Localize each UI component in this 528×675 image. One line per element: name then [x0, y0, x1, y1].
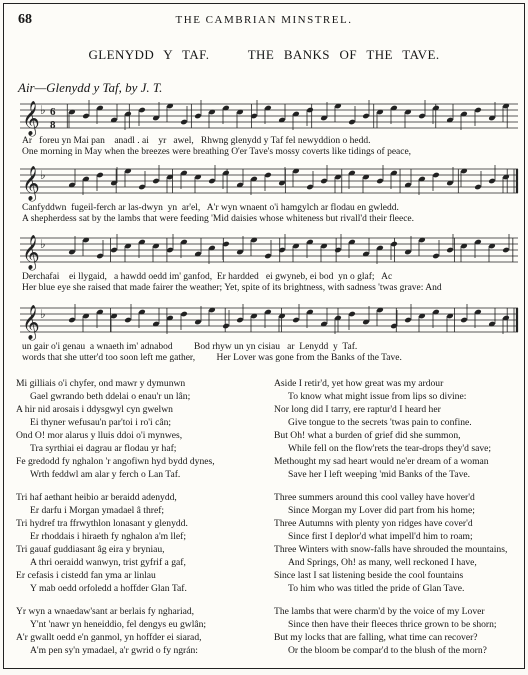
air-attribution: Air—Glenydd y Taf, by J. T.: [18, 80, 163, 95]
verse-line: Tri haf aethant heibio ar beraidd adenydd,: [16, 492, 177, 503]
verse-line: Mi gilliais o'i chyfer, ond mawr y dymunwn: [16, 378, 186, 389]
book-page: [3, 3, 525, 669]
stanza: [16, 377, 264, 481]
verse-line: Since then have their fleeces thrice grown to be shorn;: [288, 619, 497, 630]
welsh-verses-column: [16, 377, 264, 667]
verse-line: A'r gwallt oedd e'n ganmol, yn hoffder ei siarad,: [16, 632, 202, 643]
verse-line: And Springs, Oh! as many, well reckoned I have,: [288, 557, 477, 568]
lyric-english: Her blue eye she raised that made fairer the weather; Yet, spite of its brightness, with sadness 'twas grave: And: [22, 283, 442, 293]
flat-sign-icon: ♭: [40, 237, 46, 251]
flat-sign-icon: ♭: [40, 103, 46, 117]
lyric-english: A shepherdess sat by the lambs that were feeding 'Mid daisies whose whiteness but rivall'd their fleece.: [22, 214, 415, 224]
time-signature-icon: 8: [50, 119, 56, 131]
lyric-line-2: [22, 203, 504, 225]
verse-line: Three Winters with snow-falls have shrouded the mountains,: [274, 544, 508, 555]
lyric-english: One morning in May when the breezes were breathing O'er Tave's mossy coverts like tidings of peace,: [22, 147, 412, 157]
verse-line: A thri oeraidd wanwyn, trist gyfrif a gaf,: [30, 557, 186, 568]
verse-line: Er darfu i Morgan ymadael â thref;: [30, 505, 165, 516]
lyric-welsh: Derchafai ei llygaid, a hawdd oedd im' ganfod, Er hardded ei gwyneb, ei bod yn o glaf; Ac: [22, 272, 393, 282]
verse-line: A hir nid arosais i ddysgwyl cyn gwelwn: [16, 404, 173, 415]
lyric-line-1: [22, 136, 504, 158]
stanza: [274, 377, 528, 481]
stanza: [16, 605, 264, 657]
english-verses-column: [274, 377, 528, 667]
flat-sign-icon: ♭: [40, 307, 46, 321]
song-title: GLENYDD Y TAF. THE BANKS OF THE TAVE.: [88, 47, 440, 62]
treble-clef-icon: 𝄞: [22, 305, 40, 340]
verse-line: Or the bloom be compar'd to the blush of the morn?: [288, 645, 487, 656]
verse-line: Yr wyn a wnaedaw'sant ar berlais fy nghariad,: [16, 606, 195, 617]
verse-line: Since last I sat listening beside the cool fountains: [274, 570, 464, 581]
verse-line: Methought my sad heart would ne'er dream of a woman: [274, 456, 489, 467]
running-title: THE CAMBRIAN MINSTREL.: [175, 14, 353, 26]
verse-line: Give tongue to the secrets 'twas pain to confine.: [288, 417, 472, 428]
verse-line: To know what might issue from lips so divine:: [288, 391, 467, 402]
verse-line: Tri hydref tra ffrwythlon lonasant y glenydd.: [16, 518, 188, 529]
verse-line: While fell on the flow'rets the tear-drops they'd save;: [288, 443, 492, 454]
stanza: [16, 491, 264, 595]
lyric-welsh: Canfyddwn fugeil-ferch ar las-dwyn yn ar'el, A'r wyn wnaent o'i hamgylch ar flodau en gwledd.: [22, 203, 399, 213]
lyric-welsh: Ar foreu yn Mai pan anadl . ai yr awel, Rhwng glenydd y Taf fel newyddion o hedd.: [22, 136, 371, 146]
lyric-line-4: [22, 342, 504, 364]
verse-line: Since Morgan my Lover did part from his home;: [288, 505, 475, 516]
verse-line: Three summers around this cool valley have hover'd: [274, 492, 475, 503]
verse-line: Ei thyner wefusau'n par'toi i ro'i cân;: [30, 417, 172, 428]
verse-line: Three Autumns with plenty yon ridges have cover'd: [274, 518, 473, 529]
verse-line: But Oh! what a burden of grief did she summon,: [274, 430, 461, 441]
treble-clef-icon: 𝄞: [22, 101, 40, 136]
verse-line: Er cefasis i cistedd fan yma ar linlau: [16, 570, 156, 581]
verse-line: The lambs that were charm'd by the voice of my Lover: [274, 606, 485, 617]
verse-line: Ond O! mor alarus y lluis ddoi o'i mynwes,: [16, 430, 183, 441]
verse-line: To him who was titled the pride of Glan Tave.: [288, 583, 465, 594]
lyric-english: words that she utter'd too soon left me gather, Her Lover was gone from the Banks of the Tave.: [22, 353, 402, 363]
verse-line: Nor long did I tarry, ere raptur'd I heard her: [274, 404, 441, 415]
stanza: [274, 605, 528, 657]
verse-line: Wrth feddwl am alar y ferch o Lan Taf.: [30, 469, 181, 480]
page-header: [18, 12, 510, 30]
lyric-welsh: un gair o'i genau a wnaeth im' adnabod Bod rhyw un yn cisiau ar Lenydd y Taf.: [22, 342, 358, 352]
verse-line: Y mab oedd orfoledd a hoffder Glan Taf.: [30, 583, 187, 594]
stanza: [274, 491, 528, 595]
verse-line: Tra syrthiai ei dagrau ar flodau yr haf;: [30, 443, 177, 454]
treble-clef-icon: 𝄞: [22, 235, 40, 270]
verse-line: Gael gwrando beth ddelai o enau'r un lân;: [30, 391, 191, 402]
verse-line: Save her I left weeping 'mid Banks of the Tave.: [288, 469, 471, 480]
verse-line: Er rhoddais i hiraeth fy nghalon a'm llef;: [30, 531, 186, 542]
verse-line: A'm pen sy'n ymadael, a'r gwrid o fy ngrán:: [30, 645, 198, 656]
flat-sign-icon: ♭: [40, 168, 46, 182]
page-number: 68: [18, 12, 32, 27]
verse-line: Aside I retir'd, yet how great was my ardour: [274, 378, 444, 389]
verse-line: Y'nt 'nawr yn heneiddio, fel dengys eu gwlân;: [30, 619, 207, 630]
verse-line: Since first I deplor'd what impell'd him to roam;: [288, 531, 473, 542]
verse-line: Fe gredodd fy nghalon 'r angofiwn hyd bydd dynes,: [16, 456, 215, 467]
lyric-line-3: [22, 272, 504, 294]
time-signature-icon: 6: [50, 106, 56, 118]
verse-line: Tri gauaf guddiasant âg eira y bryniau,: [16, 544, 165, 555]
treble-clef-icon: 𝄞: [22, 166, 40, 201]
verse-line: But my locks that are falling, what time can recover?: [274, 632, 478, 643]
